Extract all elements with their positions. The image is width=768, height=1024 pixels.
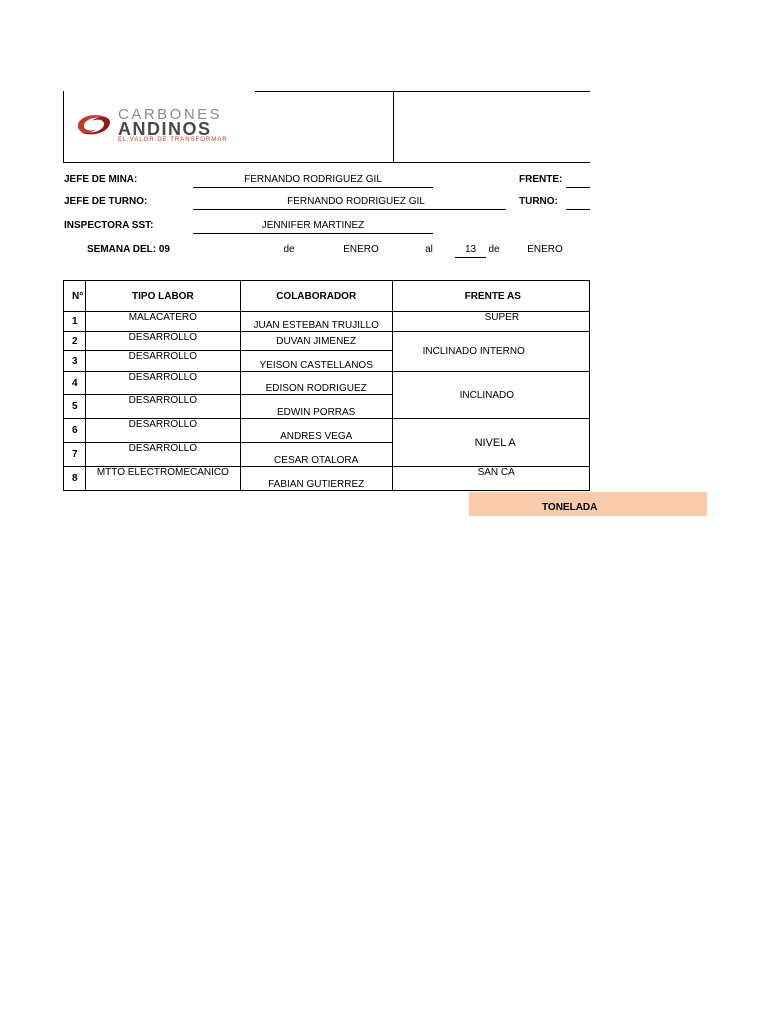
- header-left-border: [63, 91, 64, 163]
- jefe-mina-underline: [193, 187, 433, 188]
- de-text-2: de: [488, 244, 500, 255]
- row-colaborador[interactable]: EDISON RODRIGUEZ: [240, 372, 392, 395]
- table-row[interactable]: [64, 312, 590, 332]
- jefe-turno-value[interactable]: FERNANDO RODRIGUEZ GIL: [287, 196, 425, 207]
- row-colaborador[interactable]: DUVAN JIMENEZ: [240, 332, 392, 351]
- row-num: 4: [64, 372, 86, 395]
- semana-label: SEMANA DEL: 09: [87, 244, 170, 255]
- row-labor[interactable]: DESARROLLO: [85, 395, 240, 419]
- row-num: 1: [64, 312, 86, 332]
- inspectora-underline: [193, 233, 433, 234]
- row-colaborador[interactable]: JUAN ESTEBAN TRUJILLO: [240, 312, 392, 332]
- row-colaborador[interactable]: CESAR OTALORA: [240, 443, 392, 467]
- turno-underline: [566, 209, 590, 210]
- row-labor[interactable]: DESARROLLO: [85, 351, 240, 372]
- jefe-turno-underline: [193, 209, 506, 210]
- row-frente[interactable]: SAN CA: [392, 467, 589, 491]
- row-labor[interactable]: DESARROLLO: [85, 419, 240, 443]
- row-labor[interactable]: DESARROLLO: [85, 372, 240, 395]
- row-labor[interactable]: MALACATERO: [85, 312, 240, 332]
- frente-label: FRENTE:: [519, 174, 563, 185]
- row-labor[interactable]: MTTO ELECTROMECANICO: [85, 467, 240, 491]
- de-text-1: de: [283, 244, 295, 255]
- tonelada-cell[interactable]: [469, 492, 707, 516]
- row-labor[interactable]: DESARROLLO: [85, 332, 240, 351]
- jefe-mina-label: JEFE DE MINA:: [64, 174, 138, 185]
- table-row[interactable]: [64, 467, 590, 491]
- row-labor[interactable]: DESARROLLO: [85, 443, 240, 467]
- header-tipo-labor: TIPO LABOR: [85, 281, 240, 312]
- logo-tagline: EL VALOR DE TRANSFORMAR: [118, 137, 228, 143]
- row-num: 8: [64, 467, 86, 491]
- row-num: 3: [64, 351, 86, 372]
- header-num: N°: [64, 281, 86, 312]
- logo-swirl-icon: [74, 110, 114, 140]
- logo-name-line1: CARBONES: [118, 106, 223, 123]
- tonelada-label: TONELADA: [542, 502, 598, 513]
- row-colaborador[interactable]: ANDRES VEGA: [240, 419, 392, 443]
- header-bottom-border: [63, 162, 590, 163]
- row-frente[interactable]: NIVEL A: [392, 419, 589, 467]
- table-row[interactable]: [64, 332, 590, 351]
- mes-inicio[interactable]: ENERO: [343, 244, 379, 255]
- row-frente[interactable]: SUPER: [392, 312, 589, 332]
- table-row[interactable]: [64, 419, 590, 443]
- table-row[interactable]: [64, 372, 590, 395]
- logo-name-line2: ANDINOS: [118, 119, 212, 139]
- row-frente[interactable]: INCLINADO INTERNO: [392, 332, 589, 372]
- crew-table: [63, 280, 590, 491]
- row-frente[interactable]: INCLINADO: [392, 372, 589, 419]
- jefe-turno-label: JEFE DE TURNO:: [64, 196, 148, 207]
- header-divider: [393, 91, 394, 163]
- header-colaborador: COLABORADOR: [240, 281, 392, 312]
- row-colaborador[interactable]: YEISON CASTELLANOS: [240, 351, 392, 372]
- dia-fin-underline: [455, 257, 486, 258]
- frente-underline: [566, 187, 590, 188]
- inspectora-value[interactable]: JENNIFER MARTINEZ: [261, 220, 365, 231]
- header-top-border: [255, 91, 590, 92]
- row-num: 2: [64, 332, 86, 351]
- jefe-mina-value[interactable]: FERNANDO RODRIGUEZ GIL: [244, 174, 382, 185]
- dia-fin[interactable]: 13: [464, 244, 477, 255]
- mes-fin[interactable]: ENERO: [527, 244, 563, 255]
- row-colaborador[interactable]: EDWIN PORRAS: [240, 395, 392, 419]
- company-logo: [74, 106, 244, 146]
- header-frente: FRENTE AS: [392, 281, 589, 312]
- al-text: al: [425, 244, 433, 255]
- inspectora-label: INSPECTORA SST:: [64, 220, 154, 231]
- row-colaborador[interactable]: FABIAN GUTIERREZ: [240, 467, 392, 491]
- turno-label: TURNO:: [519, 196, 558, 207]
- row-num: 7: [64, 443, 86, 467]
- row-num: 5: [64, 395, 86, 419]
- row-num: 6: [64, 419, 86, 443]
